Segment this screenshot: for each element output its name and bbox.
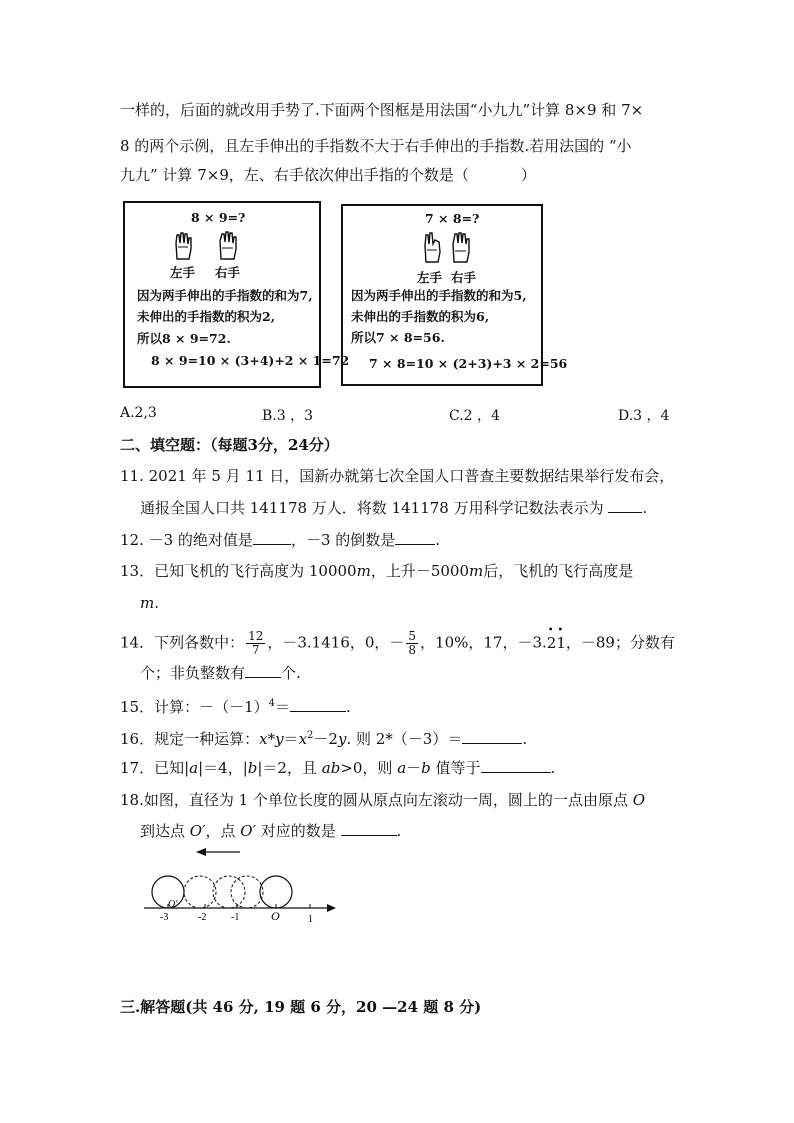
q17-end: . [550,759,556,777]
circle-rolling-1 [231,876,263,908]
fig2-line3: 所以7 × 8=56. [351,330,445,345]
q14-repeating-digit-2: • 1 [556,633,566,653]
q16-var-x: x [259,730,268,748]
arrow-head-icon [196,848,206,856]
intro-line-3-close: ） [520,166,536,184]
fig2-right-hand-label: 右手 [451,270,477,285]
q15-end: . [346,698,351,716]
q14-text-b: ，－3.1416，0，－ [267,633,405,652]
fig1-formula: 8 × 9=10 × (3+4)+2 × 1=72 [151,353,350,368]
q13-end: . [154,594,160,612]
q13-line1 [120,561,633,581]
section-2-heading: 二、填空题：（每题3分，24分） [120,436,339,454]
q11-end: . [642,499,648,517]
q18-point-o: O [632,791,646,809]
fig1-line3: 所以8 × 9=72. [137,331,231,346]
circle-start [260,876,292,908]
fig1-left-hand-label: 左手 [170,265,196,280]
q13-unit-1: m [356,562,371,580]
q18-text-2c: 对应的数是 [255,822,341,840]
q13-line2 [140,593,159,613]
q18-line2 [140,821,401,841]
q12-blank-1[interactable] [253,530,291,545]
q18-line1 [120,790,645,810]
q16-square: 2 [307,730,314,741]
q16-var-y2: y [337,730,347,748]
q14-line1 [120,630,675,657]
fig2-title: 7 × 8=? [425,211,480,226]
option-a[interactable]: A.2,3 [120,405,157,421]
q15 [120,694,351,717]
intro-line-1: 一样的，后面的就改用手势了.下面两个图框是用法国“小九九”计算 8×9 和 7× [120,101,644,119]
q17-answer-blank[interactable] [481,758,551,773]
q14-fraction-5-8: $\frac{5}{8}$ [408,629,417,657]
q17-text-b: |＝4，| [198,759,248,777]
q12-text-a: 12. －3 的绝对值是 [120,531,253,549]
axis-arrow-icon [327,904,336,912]
q18-point-o-prime: O′ [189,822,206,840]
q18-text-2a: 到达点 [140,822,190,840]
origin-label: O [271,909,280,923]
q15-exponent: 4 [268,698,276,709]
q18-point-o-prime-2: O′ [240,822,256,840]
left-hand-icon [173,229,195,263]
fig2-line1: 因为两手伸出的手指数的和为5, [351,288,527,303]
q14-text-d: ，－89；分数有 [565,633,675,652]
q14-repeating-digit-1: • 2 [547,633,557,653]
q11-answer-blank[interactable] [608,498,642,513]
q17-var-b: b [247,759,258,777]
intro-line-3 [120,165,536,185]
fig2-formula: 7 × 8=10 × (2+3)+3 × 2=56 [369,356,568,371]
q16-text-b: . 则 2*（－3）＝ [346,730,463,748]
q16 [120,726,527,749]
q14-text-e: 个；非负整数有 [140,664,246,682]
fig1-title: 8 × 9=? [191,210,246,225]
q16-star: * [267,730,276,748]
intro-line-3-text: 九九” 计算 7×9，左、右手依次伸出手指的个数是（ [120,166,469,184]
q17-var-b2: b [421,759,431,777]
q18-answer-blank[interactable] [341,821,397,836]
q11-line1: 11. 2021 年 5 月 11 日，国新办就第七次全国人口普查主要数据结果举行发布会， [120,467,675,485]
q17 [120,758,555,778]
q12 [120,530,440,550]
q17-text-a: 17．已知| [120,759,190,777]
fig1-line2: 未伸出的手指数的积为2, [137,309,276,324]
q13-text-a: 13．已知飞机的飞行高度为 10000 [120,562,357,580]
fig1-line1: 因为两手伸出的手指数的和为7, [137,288,313,303]
q12-end: . [435,531,441,549]
tick-label-neg3: -3 [160,912,169,923]
q14-text-f: 个. [281,664,301,682]
moved-point-label: O′ [168,899,178,910]
q15-text-a: 15．计算：－（－1） [120,698,269,716]
right-hand-icon [217,229,239,263]
q17-var-ab: ab [321,759,341,777]
q18-end: . [396,822,402,840]
q18-text-1: 18.如图，直径为 1 个单位长度的圆从原点向左滚动一周，圆上的一点由原点 [120,791,633,809]
q17-var-a: a [189,759,199,777]
q14-text-c: ，10%，17，－3. [420,633,547,652]
figure-8x9 [123,201,350,388]
tick-label-neg1: -1 [231,912,240,923]
q16-answer-blank[interactable] [462,729,522,744]
q12-text-b: ，－3 的倒数是 [290,531,396,549]
q11-text: 通报全国人口共 141178 万人．将数 141178 万用科学记数法表示为 [140,499,609,517]
option-c[interactable]: C.2 ，4 [449,408,500,424]
q17-text-d: >0，则 [340,759,398,777]
q14-fraction-12-7: $\frac{12}{7}$ [248,629,264,657]
q16-eq: ＝ [283,730,299,748]
fig1-right-hand-label: 右手 [215,265,241,280]
q12-blank-2[interactable] [395,530,435,545]
circle-rolling-3 [184,876,216,908]
right-hand-icon [449,230,473,266]
option-d[interactable]: D.3 ，4 [618,408,670,424]
q16-var-x2: x [298,730,308,748]
rolling-circle-figure [140,842,340,924]
q17-minus: － [406,759,422,777]
circle-rolling-2 [213,876,245,908]
section-3-heading: 三.解答题(共 46 分, 19 题 6 分，20 —24 题 8 分) [120,998,482,1016]
q13-text-b: ，上升－5000 [370,562,469,580]
q17-var-a2: a [397,759,407,777]
tick-label-1: 1 [308,914,313,924]
q17-text-c: |＝2，且 [257,759,322,777]
left-hand-icon [421,230,445,266]
q14-blank-2[interactable] [245,663,281,678]
q15-answer-blank[interactable] [290,697,346,712]
figure-7x8 [341,204,568,386]
q11-line2 [140,498,647,518]
q16-end: . [522,730,528,748]
q14-text-a: 14．下列各数中： [120,633,245,652]
q16-text-a: 16．规定一种运算： [120,730,260,748]
q17-text-h: 值等于 [430,759,481,777]
q13-unit-3: m [140,594,155,612]
q16-var-y: y [275,730,284,748]
intro-line-2: 8 的两个示例，且左手伸出的手指数不大于右手伸出的手指数.若用法国的 “小 [120,137,632,155]
fig2-line2: 未伸出的手指数的积为6, [351,309,490,324]
q13-text-c: 后，飞机的飞行高度是 [483,562,634,580]
q18-text-2b: ，点 [205,822,241,840]
q15-text-b: ＝ [275,698,291,716]
option-b[interactable]: B.3 ，3 [262,408,314,424]
q16-minus-2: －2 [313,730,338,748]
q13-unit-2: m [469,562,484,580]
q14-line2 [140,663,301,683]
fig2-left-hand-label: 左手 [417,270,443,285]
tick-label-neg2: -2 [198,912,207,923]
